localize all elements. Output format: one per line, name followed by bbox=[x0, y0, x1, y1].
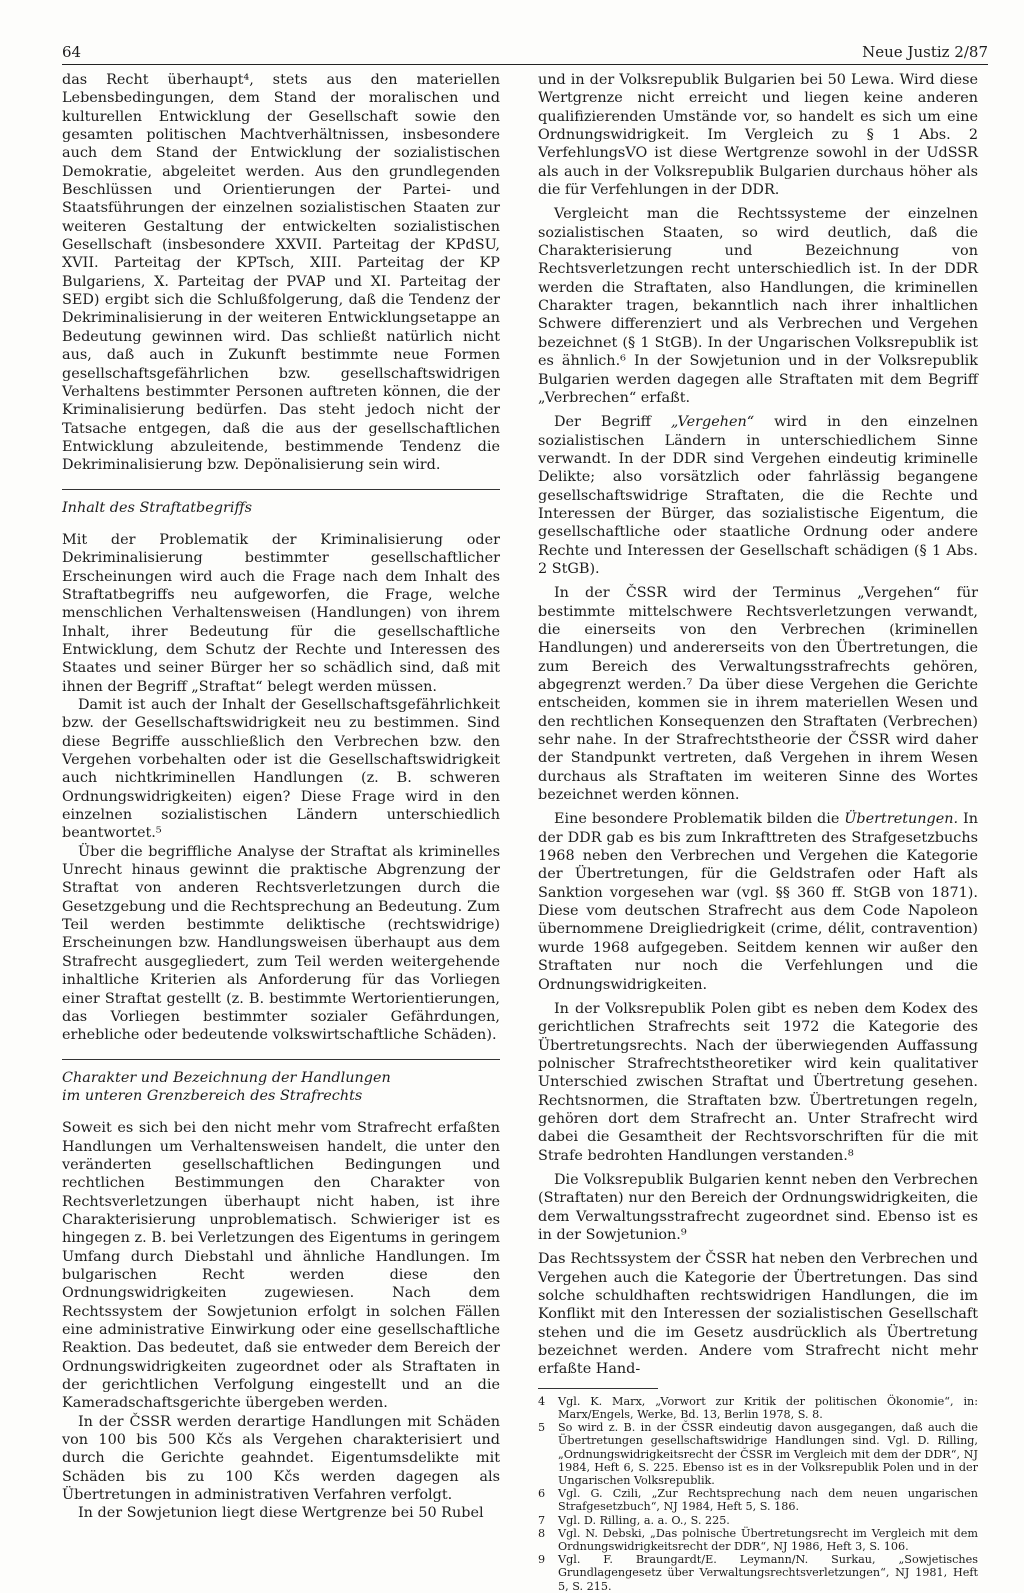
paragraph: Mit der Problematik der Kriminalisierung oder Dekriminalisierung bestimmter gesellschaftlicher Erscheinungen wird auch die Frage nach dem Inhalt des Straftatbegriffs neu aufgeworfen, die Frage, welche menschlichen Verhaltensweisen (Handlungen) von ihrem Inhalt, ihrer Bedeutung für die gesellschaftliche Entwicklung, dem Schutz der Rechte und Interessen des Staates und seiner Bürger her so schädlich sind, daß mit ihnen der Begriff „Straftat“ belegt werden müssen. bbox=[62, 531, 500, 695]
section-heading bbox=[62, 1069, 500, 1106]
footnote-text: So wird z. B. in der ČSSR eindeutig davon ausgegangen, daß auch die Übertretungen gesellschaftswidrige Handlungen sind. Vgl. D. Rilling, „Ordnungswidrigkeitsrecht der ČSSR im Vergleich mit dem der DDR“, NJ 1984, Heft 6, S. 225. Ebenso ist es in der Volksrepublik Polen und in der Ungarischen Volksrepublik. bbox=[558, 1421, 978, 1487]
footnote bbox=[538, 1553, 978, 1593]
paragraph: Soweit es sich bei den nicht mehr vom Strafrecht erfaßten Handlungen um Verhaltensweisen handelt, die unter den veränderten gesellschaftlichen Bedingungen und rechtlichen Bestimmungen den Charakter von Rechtsverletzungen überhaupt nicht haben, ist ihre Charakterisierung unproblematisch. Schwieriger ist es hingegen z. B. bei Verletzungen des Eigentums in geringem Umfang durch Diebstahl und ähnliche Handlungen. Im bulgarischen Recht werden diese den Ordnungswidrigkeiten zugewiesen. Nach dem Rechtssystem der Sowjetunion erfolgt in solchen Fällen eine administrative Einwirkung oder eine gesellschaftliche Reaktion. Das bedeutet, daß sie entweder dem Bereich der Ordnungswidrigkeiten zugeordnet oder als Straftaten in der gerichtlichen Verfolgung eingestellt und an die Kameradschaftsgerichte übergeben werden. bbox=[62, 1120, 500, 1412]
text-run: Eine besondere Problematik bilden die bbox=[554, 811, 845, 828]
footnote-text: Vgl. N. Debski, „Das polnische Übertretungsrecht im Vergleich mit dem Ordnungswidrigkeitsrecht der DDR“, NJ 1986, Heft 3, S. 106. bbox=[558, 1526, 978, 1553]
section-divider bbox=[62, 1059, 500, 1060]
paragraph: In der ČSSR wird der Terminus „Vergehen“ für bestimmte mittelschwere Rechtsverletzungen verwandt, die einerseits von den Verbrechen (kriminellen Handlungen) und andererseits von den Übertretungen, die zum Bereich des Verwaltungsstrafrechts gehören, abgegrenzt werden.⁷ Da über diese Vergehen die Gerichte entscheiden, kommen sie in ihrem materiellen Wesen und den rechtlichen Konsequenzen den Straftaten (Verbrechen) sehr nahe. In der Strafrechtstheorie der ČSSR wird daher der Standpunkt vertreten, daß Vergehen in ihrem Wesen durchaus als Straftaten im weiteren Sinne des Wortes bezeichnet werden können. bbox=[538, 585, 978, 804]
paragraph: In der ČSSR werden derartige Handlungen mit Schäden von 100 bis 500 Kčs als Vergehen charakterisiert und durch die Gerichte geahndet. Eigentumsdelikte mit Schäden bis zu 100 Kčs werden dagegen als Übertretungen in administrativen Verfahren verfolgt. bbox=[62, 1413, 500, 1504]
heading-line: Charakter und Bezeichnung der Handlungen bbox=[62, 1069, 391, 1086]
left-column bbox=[62, 71, 500, 1523]
paragraph: Damit ist auch der Inhalt der Gesellschaftsgefährlichkeit bzw. der Gesellschaftswidrigkeit neu zu bestimmen. Sind diese Begriffe ausschließlich den Verbrechen bzw. den Vergehen vorbehalten oder ist die Gesellschaftswidrigkeit auch nichtkriminellen Handlungen (z. B. schweren Ordnungswidrigkeiten) eigen? Diese Frage wird in den einzelnen sozialistischen Ländern unterschiedlich beantwortet.⁵ bbox=[62, 697, 500, 842]
paragraph: Über die begriffliche Analyse der Straftat als kriminelles Unrecht hinaus gewinnt die praktische Abgrenzung der Straftat von anderen Rechtsverletzungen durch die Gesetzgebung und die Rechtsprechung an Bedeutung. Zum Teil werden bestimmte deliktische (rechtswidrige) Erscheinungen bzw. Handlungsweisen überhaupt aus dem Strafrecht ausgegliedert, zum Teil werden weitergehende inhaltliche Kriterien als Anforderung für das Vorliegen einer Straftat gestellt (z. B. bestimmte Wertorientierungen, das Vorliegen bestimmter sozialer Gefährdungen, erhebliche oder bedeutende volkswirtschaftliche Schäden). bbox=[62, 843, 500, 1044]
paragraph: Die Volksrepublik Bulgarien kennt neben den Verbrechen (Straftaten) nur den Bereich der Ordnungswidrigkeiten, die dem Verwaltungsstrafrecht zugeordnet sind. Ebenso ist es in der Sowjetunion.⁹ bbox=[538, 1171, 978, 1243]
footnote-number: 5 bbox=[538, 1421, 546, 1435]
footnote bbox=[538, 1514, 978, 1527]
footnote-number: 7 bbox=[538, 1513, 546, 1527]
paragraph: das Recht überhaupt⁴, stets aus den materiellen Lebensbedingungen, dem Stand der moralischen und kulturellen Entwicklung der Gesellschaft sowie den gesamten politischen Machtverhältnissen, insbesondere auch dem Stand der Entwicklung der sozialistischen Demokratie, abgeleitet werden. Aus den grundlegenden Beschlüssen und Orientierungen der Partei- und Staatsführungen der einzelnen sozialistischen Staaten zur weiteren Gestaltung der entwickelten sozialistischen Gesellschaft (insbesondere XXVII. Parteitag der KPdSU, XVII. Parteitag der KPTsch, XIII. Parteitag der KP Bulgariens, X. Parteitag der PVAP und XI. Parteitag der SED) ergibt sich die Schlußfolgerung, daß die Tendenz der Dekriminalisierung in der weiteren Entwicklungsetappe an Bedeutung gewinnen wird. Das schließt natürlich nicht aus, daß auch in Zukunft bestimmte neue Formen gesellschaftsgefährlichen bzw. gesellschaftswidrigen Verhaltens bestimmter Personen auftreten können, die der Kriminalisierung bedürfen. Das steht jedoch nicht der Tatsache entgegen, daß die aus der gesellschaftlichen Entwicklung abzuleitende, bestimmende Tendenz die Dekriminalisierung bzw. Depönalisierung sein wird. bbox=[62, 72, 500, 474]
footnote-number: 6 bbox=[538, 1487, 546, 1501]
page-number: 64 bbox=[62, 43, 82, 61]
footnote-number: 8 bbox=[538, 1526, 546, 1540]
header-rule bbox=[62, 64, 988, 65]
heading-line: im unteren Grenzbereich des Strafrechts bbox=[62, 1087, 363, 1104]
paragraph: und in der Volksrepublik Bulgarien bei 50 Lewa. Wird diese Wertgrenze nicht erreicht und liegen keine anderen qualifizierenden Umstände vor, so handelt es sich um eine Ordnungswidrigkeit. Im Vergleich zu § 1 Abs. 2 VerfehlungsVO ist diese Wertgrenze sowohl in der UdSSR als auch in der Volksrepublik Bulgarien durchaus höher als die für Verfehlungen in der DDR. bbox=[538, 72, 978, 199]
section-heading: Inhalt des Straftatbegriffs bbox=[62, 499, 253, 516]
footnote bbox=[538, 1421, 978, 1487]
footnotes bbox=[538, 1395, 978, 1593]
footnote-text: Vgl. F. Braungardt/E. Leymann/N. Surkau, „Sowjetisches Grundlagengesetz über Verwaltungsrechtsverletzungen“, NJ 1981, Heft 5, S. 215. bbox=[558, 1553, 978, 1593]
section-divider bbox=[62, 489, 500, 490]
footnote-text: Vgl. D. Rilling, a. a. O., S. 225. bbox=[558, 1513, 730, 1527]
emphasis: Übertretungen. bbox=[844, 811, 959, 828]
footnote-number: 4 bbox=[538, 1394, 546, 1408]
paragraph bbox=[538, 413, 978, 578]
footnote-number: 9 bbox=[538, 1553, 546, 1567]
footnote bbox=[538, 1487, 978, 1513]
paragraph: Vergleicht man die Rechtssysteme der einzelnen sozialistischen Staaten, so wird deutlich, daß die Charakterisierung und Bezeichnung von Rechtsverletzungen recht unterschiedlich ist. In der DDR werden die Straftaten, also Handlungen, die kriminellen Charakter tragen, bekanntlich nach ihrer inhaltlichen Schwere differenziert und als Verbrechen und Vergehen bezeichnet (§ 1 StGB). In der Ungarischen Volksrepublik ist es ähnlich.⁶ In der Sowjetunion und in der Volksrepublik Bulgarien werden dagegen alle Straftaten mit dem Begriff „Verbrechen“ erfaßt. bbox=[538, 206, 978, 406]
page-header bbox=[62, 43, 988, 65]
footnote-text: Vgl. K. Marx, „Vorwort zur Kritik der politischen Ökonomie“, in: Marx/Engels, Werke, Bd. 13, Berlin 1978, S. 8. bbox=[558, 1394, 978, 1421]
footnote-rule bbox=[538, 1388, 658, 1389]
paragraph: In der Sowjetunion liegt diese Wertgrenze bei 50 Rubel bbox=[78, 1505, 484, 1522]
text-run: wird in den einzelnen sozialistischen Ländern in unterschiedlichem Sinne verwandt. In der DDR sind Vergehen eindeutig kriminelle Delikte; also vorsätzlich oder fahrlässig begangene gesellschaftswidrige Straftaten, die die Rechte und Interessen der Bürger, das sozialistische Eigentum, die gesellschaftliche oder staatliche Ordnung oder andere Rechte und Interessen der Gesellschaft schädigen (§ 1 Abs. 2 StGB). bbox=[538, 414, 978, 577]
right-column bbox=[538, 71, 978, 1593]
text-run: In der DDR gab es bis zum Inkrafttreten des Strafgesetzbuchs 1968 neben den Verbrechen und Vergehen die Kategorie der Übertretungen, für die Geldstrafen oder Haft als Sanktion vorgesehen war (vgl. §§ 360 ff. StGB von 1871). Diese vom deutschen Strafrecht aus dem Code Napoleon übernommene Dreigliedrigkeit (crime, délit, contravention) wurde 1968 aufgegeben. Seitdem kennen wir außer den Straftaten nur noch die Verfehlungen und die Ordnungswidrigkeiten. bbox=[538, 811, 978, 993]
journal-issue: Neue Justiz 2/87 bbox=[862, 43, 988, 61]
text-run: Der Begriff bbox=[554, 414, 671, 431]
paragraph: Das Rechtssystem der ČSSR hat neben den Verbrechen und Vergehen auch die Kategorie der Übertretungen. Das sind solche schuldhaften rechtswidrigen Handlungen, die im Konflikt mit den Interessen der sozialistischen Gesellschaft stehen und die im Gesetz ausdrücklich als Übertretung bezeichnet werden. Andere vom Strafrecht nicht mehr erfaßte Hand- bbox=[538, 1251, 978, 1378]
footnote bbox=[538, 1395, 978, 1421]
emphasis: „Vergehen“ bbox=[670, 414, 755, 431]
footnote bbox=[538, 1527, 978, 1553]
footnote-text: Vgl. G. Czili, „Zur Rechtsprechung nach dem neuen ungarischen Strafgesetzbuch“, NJ 1984, Heft 5, S. 186. bbox=[558, 1487, 978, 1514]
paragraph: In der Volksrepublik Polen gibt es neben dem Kodex des gerichtlichen Strafrechts seit 1972 die Kategorie des Übertretungsrechts. Nach der überwiegenden Auffassung polnischer Strafrechtstheoretiker wird kein qualitativer Unterschied zwischen Straftat und Übertretung gesehen. Rechtsnormen, die Straftaten bzw. Übertretungen regeln, gehören dort dem Strafrecht an. Unter Strafrecht wird dabei die Gesamtheit der Rechtsvorschriften für die mit Strafe bedrohten Handlungen verstanden.⁸ bbox=[538, 1000, 978, 1164]
paragraph bbox=[538, 810, 978, 993]
